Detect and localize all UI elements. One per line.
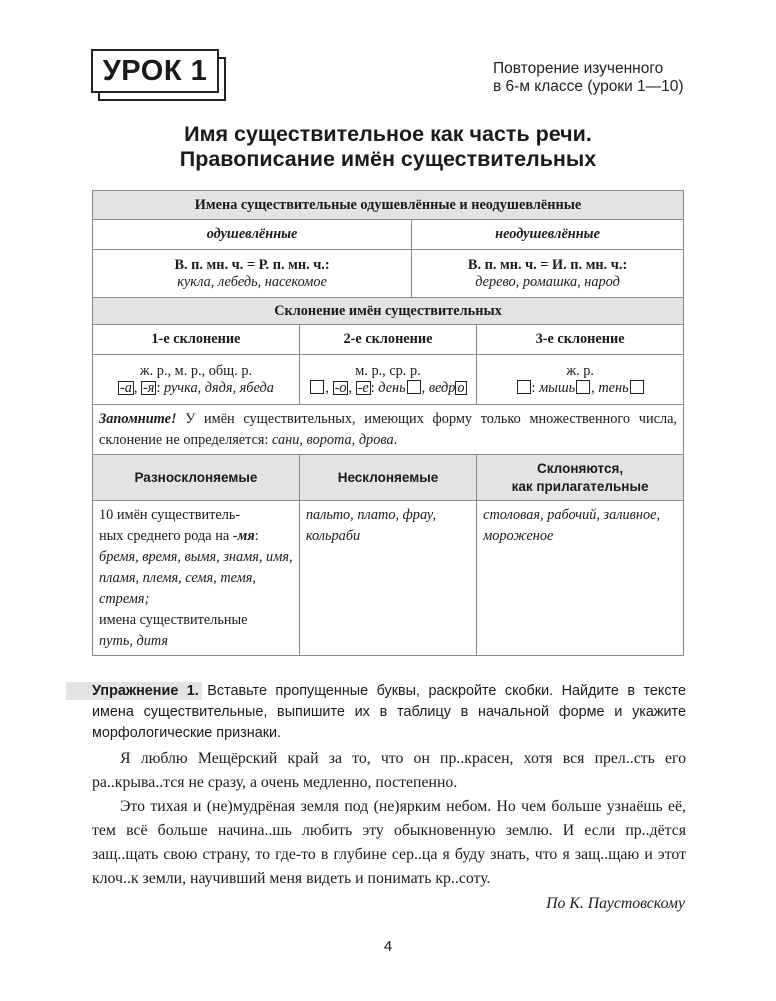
grammar-table bbox=[92, 190, 684, 656]
decl1-header: 1-е склонение bbox=[93, 325, 300, 355]
remember-text: У имён существительных, имеющих форму только множественного числа, склонение не определяется: bbox=[99, 410, 677, 448]
zero-ending-box bbox=[630, 380, 644, 394]
decl3-example1: мышь bbox=[539, 379, 576, 396]
zero-ending-box bbox=[310, 380, 324, 394]
inanimate-rule: В. п. мн. ч. = И. п. мн. ч.: bbox=[467, 256, 628, 273]
lesson-note-line1: Повторение изученного bbox=[493, 60, 664, 77]
passage-author: По К. Паустовскому bbox=[546, 895, 685, 912]
decl1-genders: ж. р., м. р., общ. р. bbox=[139, 362, 253, 379]
heteroclitic-text3: имена существительные bbox=[99, 612, 248, 628]
col-indeclinable: Несклоняемые bbox=[299, 455, 476, 501]
exercise-text: Вставьте пропущенные буквы, раскройте скобки. Найдите в тексте имена существительные, выпишите их в таблицу в начальной форме и укажите морфологические признаки. bbox=[92, 683, 686, 741]
remember-label: Запомните! bbox=[99, 410, 177, 427]
ending-a: -а bbox=[119, 379, 132, 396]
decl1-cell: ж. р., м. р., общ. р. -а , -я : ручка, дядя, ябеда bbox=[93, 355, 300, 405]
decl1-examples: ручка, дядя, ябеда bbox=[164, 379, 274, 396]
adjectival-examples: столовая, рабочий, заливное, мороженое bbox=[477, 501, 684, 656]
page-number: 4 bbox=[383, 938, 393, 955]
page-title-line2: Правописание имён существительных bbox=[179, 147, 597, 171]
col-adjectival bbox=[477, 455, 684, 501]
remember-examples: сани, ворота, дрова bbox=[272, 431, 394, 448]
heteroclitic-suffix: мя bbox=[237, 528, 255, 544]
declension-header: Склонение имён существительных bbox=[93, 298, 684, 325]
inanimate-cell bbox=[412, 250, 684, 298]
indeclinable-examples: пальто, плато, фрау, кольраби bbox=[299, 501, 476, 656]
exercise-label: Упражнение 1. bbox=[92, 683, 199, 699]
animate-header: одушевлённые bbox=[93, 220, 412, 250]
passage-paragraph-1: Я люблю Мещёрский край за то, что он пр..красен, хотя вся прел..сть его ра..крыва..тся не сразу, а очень медленно, постепенно. bbox=[92, 750, 686, 791]
decl2-header: 2-е склонение bbox=[299, 325, 476, 355]
inanimate-header: неодушевлённые bbox=[412, 220, 684, 250]
heteroclitic-examples: бремя, время, вымя, знамя, имя, пламя, племя, семя, темя, стремя; bbox=[99, 549, 293, 607]
animate-rule: В. п. мн. ч. = Р. п. мн. ч.: bbox=[174, 256, 330, 273]
ending-o: -о bbox=[334, 379, 347, 396]
animate-examples: кукла, лебедь, насекомое bbox=[177, 273, 327, 290]
decl3-example2: тень bbox=[598, 379, 629, 396]
exercise-task bbox=[92, 681, 686, 744]
heteroclitic-cell: 10 имён существитель- ных среднего рода на -мя: бремя, время, вымя, знамя, имя, пламя, племя, семя, темя, стремя; имена существительные путь, дитя bbox=[93, 501, 300, 656]
passage bbox=[92, 747, 686, 891]
ending-o-box: о bbox=[457, 379, 465, 396]
decl3-header: 3-е склонение bbox=[477, 325, 684, 355]
page-title-line1: Имя существительное как часть речи. bbox=[184, 122, 592, 146]
heteroclitic-examples2: путь, дитя bbox=[99, 633, 168, 649]
remember-cell: Запомните! У имён существительных, имеющих форму только множественного числа, склонение не определяется: сани, ворота, дрова. bbox=[93, 405, 684, 455]
lesson-badge-label: УРОК 1 bbox=[91, 49, 219, 93]
heteroclitic-text2: ных среднего рода на - bbox=[99, 528, 238, 544]
decl2-genders: м. р., ср. р. bbox=[355, 362, 421, 379]
decl3-genders: ж. р. bbox=[566, 362, 594, 379]
col-adjectival-line2: как прилагательные bbox=[511, 478, 649, 494]
zero-ending-box bbox=[517, 380, 531, 394]
col-heteroclitic: Разносклоняемые bbox=[93, 455, 300, 501]
animate-cell bbox=[93, 250, 412, 298]
inanimate-examples: дерево, ромашка, народ bbox=[475, 273, 620, 290]
ending-ya: -я bbox=[143, 379, 155, 396]
decl2-cell: м. р., ср. р. , -о , -е : день , ведр о bbox=[299, 355, 476, 405]
decl3-cell: ж. р. : мышь , тень bbox=[477, 355, 684, 405]
decl2-example2: ведр bbox=[428, 379, 456, 396]
page-title bbox=[0, 122, 776, 172]
zero-ending-box bbox=[576, 380, 590, 394]
zero-ending-box bbox=[407, 380, 421, 394]
heteroclitic-text1: 10 имён существитель- bbox=[99, 507, 241, 523]
animacy-header: Имена существительные одушевлённые и неодушевлённые bbox=[93, 191, 684, 220]
lesson-badge bbox=[91, 49, 223, 99]
lesson-note bbox=[493, 60, 684, 96]
passage-paragraph-2: Это тихая и (не)мудрёная земля под (не)ярким небом. Но чем больше узнаёшь её, тем всё больше начина..шь любить эту обыкновенную землю. И если пр..дётся защ..щать свою страну, то где-то в глубине сер..ца я буду знать, что я защ..щаю и этот клоч..к земли, научивший меня видеть и понимать кр..соту. bbox=[92, 798, 686, 887]
ending-e: -е bbox=[357, 379, 369, 396]
lesson-note-line2: в 6-м классе (уроки 1—10) bbox=[493, 78, 684, 95]
col-adjectival-line1: Склоняются, bbox=[537, 460, 624, 476]
decl2-example1: день bbox=[378, 379, 406, 396]
